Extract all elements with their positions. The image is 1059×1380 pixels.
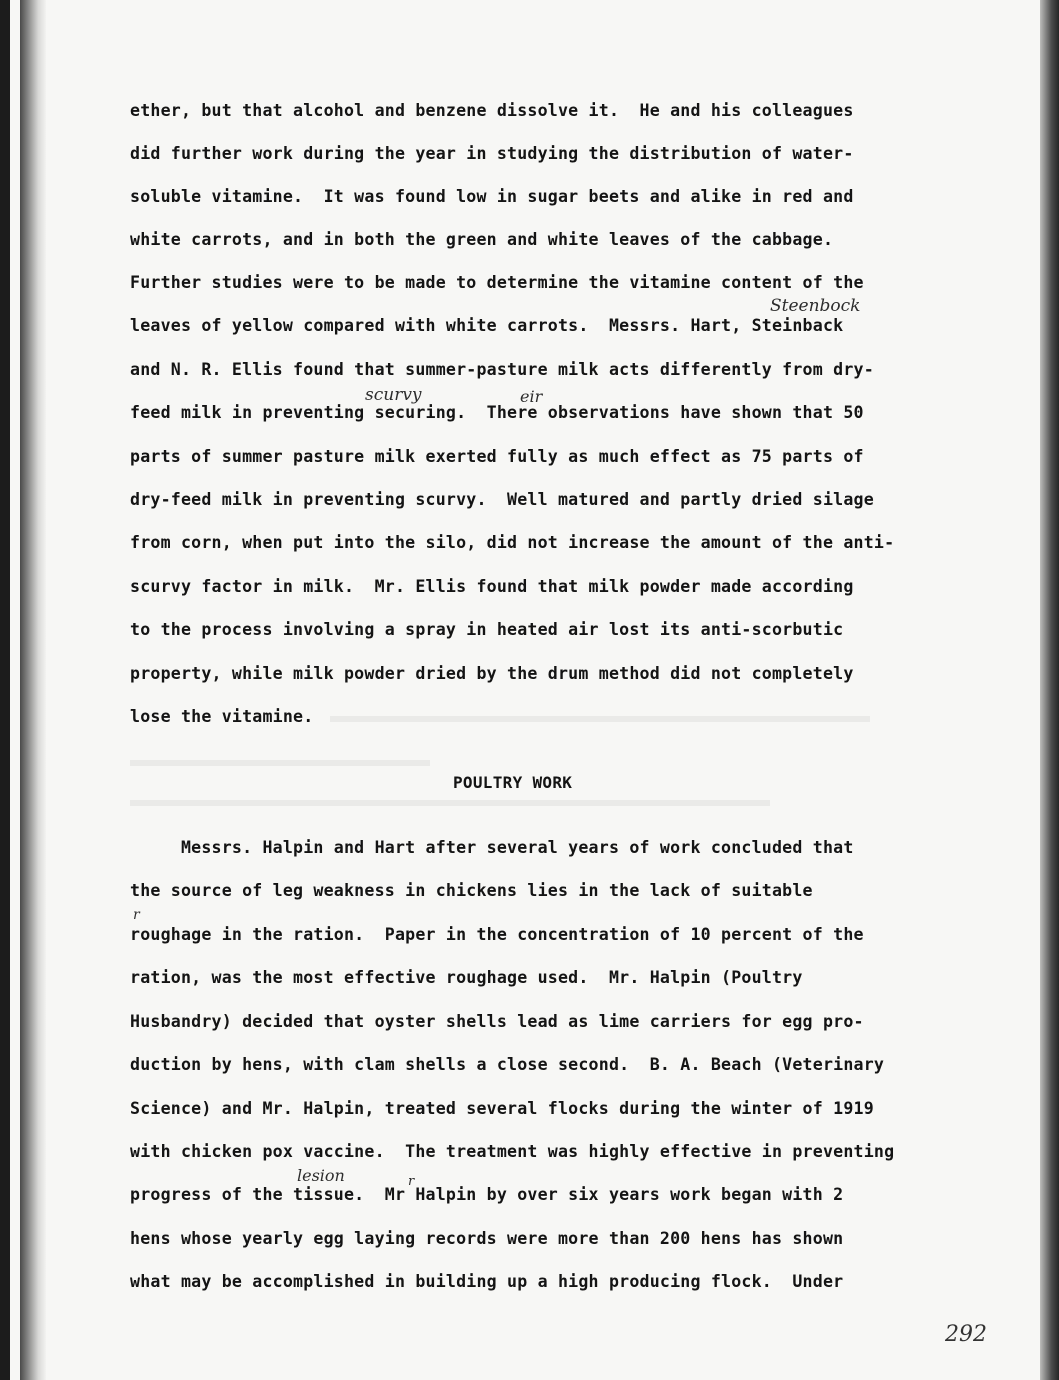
page-number: 292 xyxy=(945,1322,987,1347)
body-line: Husbandry) decided that oyster shells lead as lime carriers for egg pro- xyxy=(130,1012,864,1031)
body-line: Science) and Mr. Halpin, treated several flocks during the winter of 1919 xyxy=(130,1099,874,1118)
body-line: ether, but that alcohol and benzene dissolve it. He and his colleagues xyxy=(130,101,854,120)
handwritten-correction: r xyxy=(408,1174,415,1189)
handwritten-correction: scurvy xyxy=(365,385,422,405)
body-line: the source of leg weakness in chickens lies in the lack of suitable xyxy=(130,881,813,900)
body-line: and N. R. Ellis found that summer-pasture milk acts differently from dry- xyxy=(130,360,874,379)
body-line: Messrs. Halpin and Hart after several years of work concluded that xyxy=(130,838,854,857)
page-edge-shadow xyxy=(1040,0,1059,1380)
binding-shadow xyxy=(20,0,46,1380)
body-line: hens whose yearly egg laying records were more than 200 hens has shown xyxy=(130,1229,844,1248)
body-line: feed milk in preventing securing. There observations have shown that 50 xyxy=(130,403,864,422)
bleed-through xyxy=(330,716,870,722)
body-line: roughage in the ration. Paper in the concentration of 10 percent of the xyxy=(130,925,864,944)
body-line: leaves of yellow compared with white carrots. Messrs. Hart, Steinback xyxy=(130,316,844,335)
handwritten-correction: Steenbock xyxy=(770,296,861,316)
bleed-through xyxy=(130,760,430,766)
body-line: from corn, when put into the silo, did not increase the amount of the anti- xyxy=(130,533,895,552)
handwritten-correction: r xyxy=(133,907,140,923)
body-line: did further work during the year in studying the distribution of water- xyxy=(130,144,854,163)
body-line: Further studies were to be made to determine the vitamine content of the xyxy=(130,273,864,292)
body-line: property, while milk powder dried by the drum method did not completely xyxy=(130,664,854,683)
body-line: soluble vitamine. It was found low in sugar beets and alike in red and xyxy=(130,187,854,206)
body-line: white carrots, and in both the green and white leaves of the cabbage. xyxy=(130,230,834,249)
body-line: lose the vitamine. xyxy=(130,707,314,726)
handwritten-correction: lesion xyxy=(297,1166,345,1185)
body-line: ration, was the most effective roughage used. Mr. Halpin (Poultry xyxy=(130,968,803,987)
body-line: what may be accomplished in building up a high producing flock. Under xyxy=(130,1272,844,1291)
body-line: scurvy factor in milk. Mr. Ellis found that milk powder made according xyxy=(130,577,854,596)
body-line: with chicken pox vaccine. The treatment was highly effective in preventing xyxy=(130,1142,895,1161)
body-line: dry-feed milk in preventing scurvy. Well matured and partly dried silage xyxy=(130,490,874,509)
body-line: progress of the tissue. Mr Halpin by over six years work began with 2 xyxy=(130,1185,844,1204)
section-heading: POULTRY WORK xyxy=(453,773,573,792)
body-line: duction by hens, with clam shells a close second. B. A. Beach (Veterinary xyxy=(130,1055,885,1074)
body-line: to the process involving a spray in heated air lost its anti-scorbutic xyxy=(130,620,844,639)
bleed-through xyxy=(130,800,770,806)
body-line: parts of summer pasture milk exerted fully as much effect as 75 parts of xyxy=(130,447,864,466)
handwritten-correction: eir xyxy=(520,387,543,406)
